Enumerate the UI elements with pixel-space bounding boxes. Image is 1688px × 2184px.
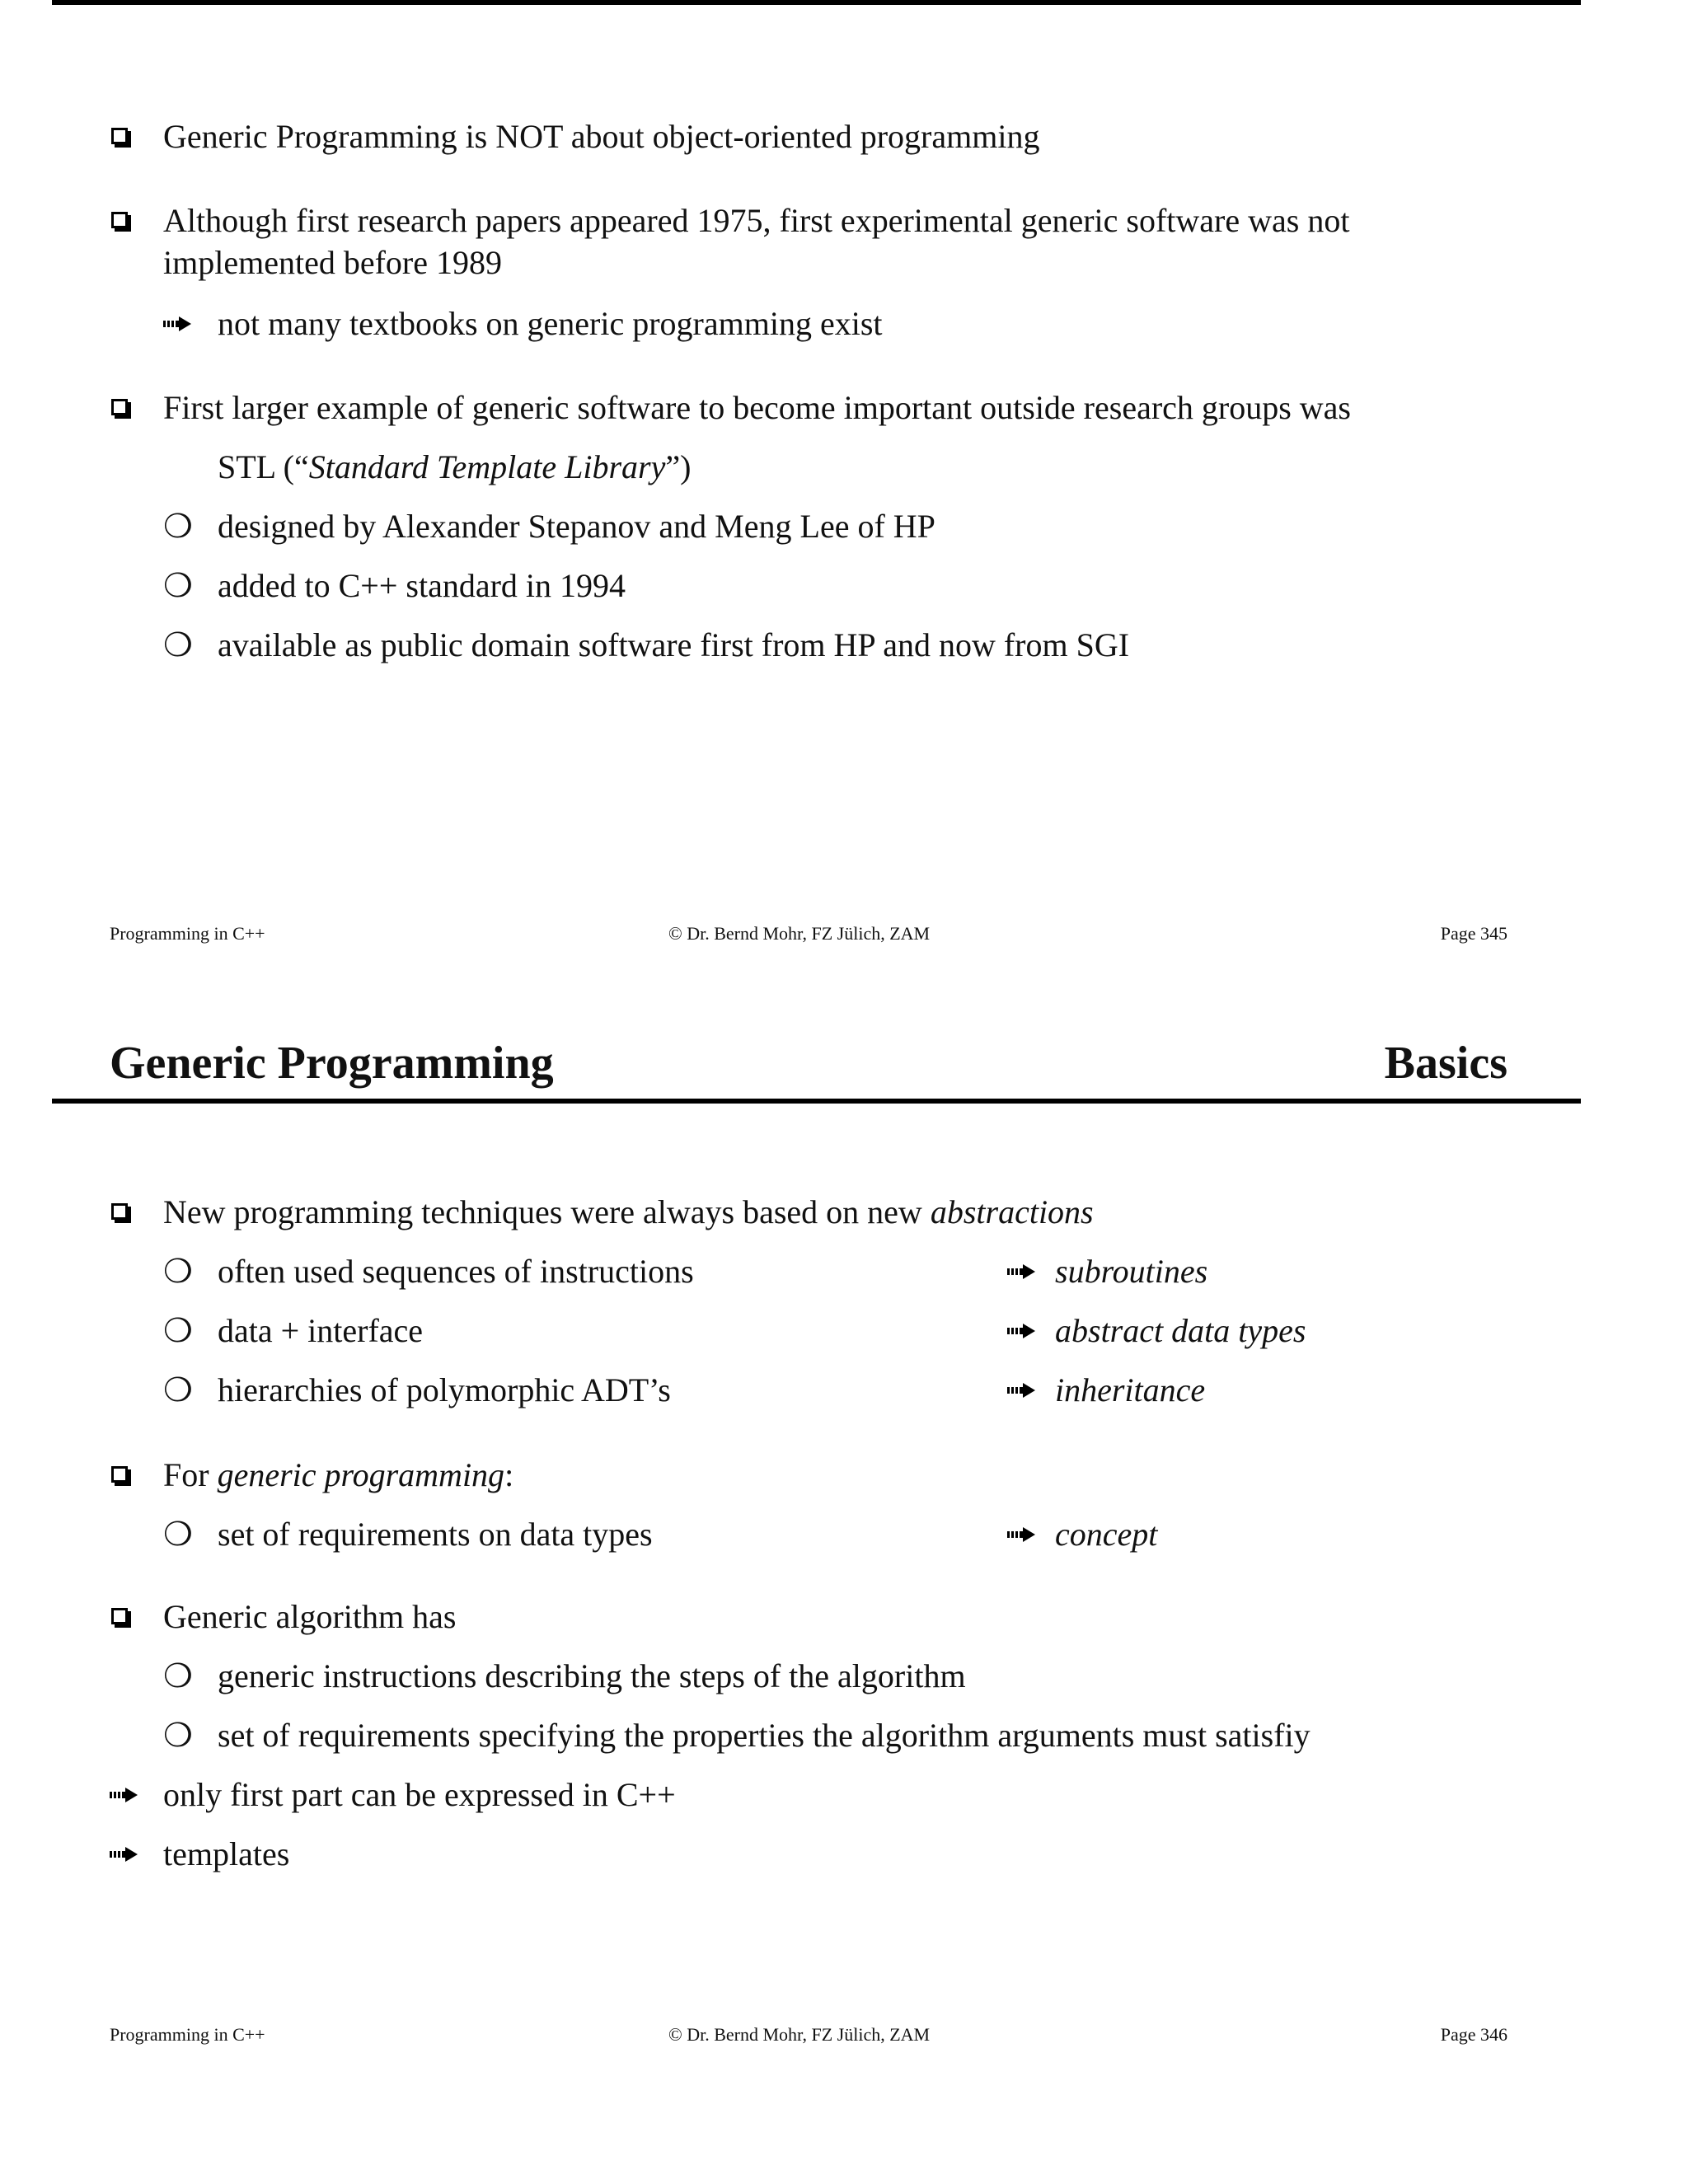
sub-bullet-text: hierarchies of polymorphic ADT’s <box>218 1371 671 1408</box>
arrow-text: templates <box>163 1835 290 1872</box>
arrow-result-text <box>1055 1515 1157 1554</box>
arrow-text: only first part can be expressed in C++ <box>163 1776 676 1813</box>
circle-bullet-icon: ❍ <box>163 508 193 545</box>
footer-left: Programming in C++ <box>110 923 265 944</box>
sub-bullet-text: set of requirements on data types <box>218 1516 653 1553</box>
header-rule <box>52 1099 1581 1104</box>
sub-bullet-text: often used sequences of instructions <box>218 1253 694 1290</box>
sub-bullet-text: set of requirements specifying the properties the algorithm arguments must satisfiy <box>218 1717 1311 1754</box>
square-bullet-icon <box>111 1466 128 1483</box>
sub-bullet-text: available as public domain software first from HP and now from SGI <box>218 626 1130 663</box>
bullet-text-plain: New programming techniques were always based on new <box>163 1193 931 1230</box>
circle-bullet-icon: ❍ <box>163 1657 193 1694</box>
arrow-right-icon <box>163 316 191 331</box>
circle-bullet-icon: ❍ <box>163 626 193 663</box>
arrow-right-icon <box>1007 1264 1035 1279</box>
bullet-text: Although first research papers appeared 1975, first experimental generic software was not <box>163 202 1350 239</box>
footer-page-number: Page 345 <box>1440 923 1507 944</box>
circle-bullet-icon: ❍ <box>163 1253 193 1290</box>
circle-bullet-icon: ❍ <box>163 567 193 604</box>
square-bullet-icon <box>111 212 128 228</box>
sub-bullet-text: generic instructions describing the steps of the algorithm <box>218 1657 966 1694</box>
stl-italic: Standard Template Library <box>308 448 666 485</box>
bullet-text: Generic algorithm has <box>163 1598 457 1635</box>
sub-bullet-text: added to C++ standard in 1994 <box>218 567 626 604</box>
arrow-right-icon <box>1007 1527 1035 1542</box>
arrow-right-icon <box>110 1788 138 1802</box>
bullet-text <box>163 1455 513 1495</box>
arrow-result-italic: abstract data types <box>1055 1312 1306 1349</box>
square-bullet-icon <box>111 1203 128 1220</box>
circle-bullet-icon: ❍ <box>163 1312 193 1349</box>
arrow-result-text <box>1055 1252 1207 1291</box>
footer-center: © Dr. Bernd Mohr, FZ Jülich, ZAM <box>668 2024 931 2045</box>
stl-line <box>218 448 691 487</box>
stl-suffix: ”) <box>665 448 692 485</box>
arrow-text: not many textbooks on generic programming exist <box>218 305 883 342</box>
stl-prefix: STL (“ <box>218 448 309 485</box>
bullet-text-italic: abstractions <box>930 1193 1094 1230</box>
arrow-result-italic: subroutines <box>1055 1253 1208 1290</box>
arrow-result-italic: inheritance <box>1055 1371 1206 1408</box>
bullet-text <box>163 1193 1094 1232</box>
bullet-suffix: : <box>504 1456 514 1493</box>
sub-bullet-text: data + interface <box>218 1312 424 1349</box>
bullet-text: Generic Programming is NOT about object-oriented programming <box>163 118 1040 155</box>
arrow-result-text <box>1055 1371 1205 1410</box>
top-rule <box>52 0 1581 5</box>
square-bullet-icon <box>111 128 128 144</box>
circle-bullet-icon: ❍ <box>163 1516 193 1553</box>
square-bullet-icon <box>111 399 128 415</box>
circle-bullet-icon: ❍ <box>163 1371 193 1408</box>
footer-left: Programming in C++ <box>110 2024 265 2045</box>
footer-page-number: Page 346 <box>1440 2024 1507 2045</box>
arrow-right-icon <box>110 1847 138 1862</box>
bullet-italic: generic programming <box>217 1456 505 1493</box>
bullet-prefix: For <box>163 1456 218 1493</box>
square-bullet-icon <box>111 1608 128 1624</box>
arrow-right-icon <box>1007 1324 1035 1338</box>
bullet-text-continued: implemented before 1989 <box>163 244 502 281</box>
arrow-result-text <box>1055 1311 1306 1351</box>
sub-bullet-text: designed by Alexander Stepanov and Meng Lee of HP <box>218 508 935 545</box>
circle-bullet-icon: ❍ <box>163 1717 193 1754</box>
page-title: Generic Programming <box>110 1038 554 1089</box>
footer-center: © Dr. Bernd Mohr, FZ Jülich, ZAM <box>668 923 931 944</box>
section-title: Basics <box>1384 1038 1507 1089</box>
bullet-text: First larger example of generic software to become important outside research groups was <box>163 389 1351 426</box>
arrow-result-italic: concept <box>1055 1516 1158 1553</box>
arrow-right-icon <box>1007 1383 1035 1398</box>
